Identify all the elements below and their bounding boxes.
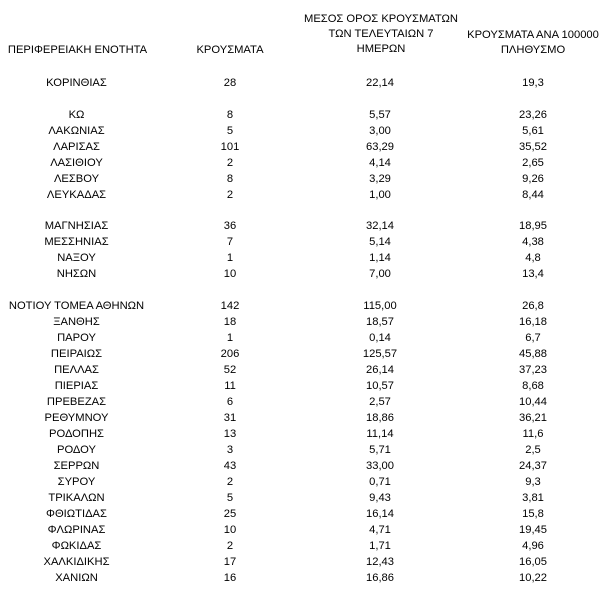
table-row [0,394,610,410]
region-name-cell: ΜΕΣΣΗΝΙΑΣ [44,236,109,248]
region-name-cell: ΣΕΡΡΩΝ [53,460,100,472]
table-row [0,458,610,474]
region-name-cell: ΦΩΚΙΔΑΣ [51,540,102,552]
cases-cell: 13 [223,428,237,440]
per100k-cell: 10,22 [519,572,547,584]
avg7-cell: 22,14 [366,77,394,89]
region-name-cell: ΝΟΤΙΟΥ ΤΟΜΕΑ ΑΘΗΝΩΝ [8,300,145,312]
table-row [0,554,610,570]
cases-cell: 16 [223,572,237,584]
cases-cell: 7 [226,236,234,248]
region-name-cell: ΛΑΣΙΘΙΟΥ [50,157,103,169]
avg7-cell: 9,43 [369,492,391,504]
per100k-cell: 2,5 [525,444,541,456]
table-row [0,107,610,123]
cases-cell: 6 [226,396,234,408]
per100k-cell: 4,38 [522,236,544,248]
table-row [0,378,610,394]
per100k-cell: 15,8 [522,508,544,520]
table-row [0,234,610,250]
cases-cell: 10 [223,524,237,536]
avg7-cell: 11,14 [366,428,394,440]
region-name-cell: ΡΟΔΟΥ [57,444,96,456]
table-row [0,187,610,203]
table-row [0,362,610,378]
cases-cell: 36 [223,220,237,232]
avg7-cell: 0,14 [369,332,391,344]
cases-cell: 2 [226,540,234,552]
region-name-cell: ΛΕΥΚΑΔΑΣ [46,189,107,201]
avg7-cell: 0,71 [369,476,391,488]
per100k-cell: 19,45 [519,524,547,536]
cases-cell: 1 [226,252,234,264]
per100k-cell: 16,05 [519,556,547,568]
table-row [0,538,610,554]
cases-cell: 3 [226,444,234,456]
header-avg7-line: ΜΕΣΟΣ ΟΡΟΣ ΚΡΟΥΣΜΑΤΩΝ [304,13,458,25]
region-name-cell: ΞΑΝΘΗΣ [53,316,100,328]
avg7-cell: 4,71 [369,524,391,536]
per100k-cell: 8,44 [522,189,544,201]
table-row [0,346,610,362]
avg7-cell: 12,43 [366,556,394,568]
region-name-cell: ΝΗΣΩΝ [56,268,97,280]
table-row [0,123,610,139]
avg7-cell: 3,29 [369,173,391,185]
region-name-cell: ΝΑΞΟΥ [57,252,96,264]
table-row [0,522,610,538]
per100k-cell: 45,88 [519,348,547,360]
cases-cell: 5 [226,492,234,504]
region-name-cell: ΠΕΛΛΑΣ [54,364,99,376]
cases-cell: 2 [226,157,234,169]
region-name-cell: ΤΡΙΚΑΛΩΝ [48,492,105,504]
region-name-cell: ΧΑΝΙΩΝ [55,572,98,584]
per100k-cell: 19,3 [522,77,544,89]
region-name-cell: ΛΕΣΒΟΥ [53,173,100,185]
region-name-cell: ΠΑΡΟΥ [57,332,96,344]
per100k-cell: 8,68 [522,380,544,392]
region-name-cell: ΦΘΙΩΤΙΔΑΣ [46,508,107,520]
avg7-cell: 18,57 [366,316,394,328]
region-name-cell: ΠΙΕΡΙΑΣ [54,380,99,392]
region-name-cell: ΠΕΙΡΑΙΩΣ [50,348,103,360]
header-per100k-line: ΚΡΟΥΣΜΑΤΑ ΑΝΑ 100000 [467,29,599,41]
per100k-cell: 10,44 [519,396,547,408]
per100k-cell: 18,95 [519,220,547,232]
avg7-cell: 18,86 [366,412,394,424]
per100k-cell: 11,6 [522,428,544,440]
per100k-cell: 35,52 [519,141,547,153]
per100k-cell: 36,21 [519,412,547,424]
cases-cell: 31 [223,412,237,424]
avg7-cell: 115,00 [363,300,397,312]
region-name-cell: ΡΕΘΥΜΝΟΥ [44,412,109,424]
per100k-cell: 4,8 [525,252,541,264]
header-cases: ΚΡΟΥΣΜΑΤΑ [196,44,264,56]
cases-cell: 17 [223,556,237,568]
avg7-cell: 2,57 [369,396,391,408]
header-per100k-line: ΠΛΗΘΥΣΜΟ [500,44,566,56]
header-per100k [458,28,608,58]
per100k-cell: 37,23 [519,364,547,376]
table-row [0,474,610,490]
avg7-cell: 26,14 [366,364,394,376]
per100k-cell: 24,37 [519,460,547,472]
table-row [0,314,610,330]
cases-cell: 206 [220,348,240,360]
avg7-cell: 16,86 [366,572,394,584]
per100k-cell: 23,26 [519,109,547,121]
cases-cell: 28 [223,77,237,89]
table-row [0,490,610,506]
per100k-cell: 9,26 [522,173,544,185]
table-row [0,298,610,314]
avg7-cell: 1,14 [369,252,391,264]
header-region: ΠΕΡΙΦΕΡΕΙΑΚΗ ΕΝΟΤΗΤΑ [7,44,148,56]
table-row [0,250,610,266]
region-name-cell: ΦΛΩΡΙΝΑΣ [47,524,106,536]
avg7-cell: 5,57 [369,109,391,121]
avg7-cell: 33,00 [366,460,394,472]
table-row [0,155,610,171]
cases-cell: 8 [226,109,234,121]
avg7-cell: 125,57 [362,348,398,360]
header-avg7-line: ΗΜΕΡΩΝ [356,43,406,55]
avg7-cell: 7,00 [369,268,391,280]
avg7-cell: 4,14 [369,157,391,169]
cases-cell: 2 [226,189,234,201]
table-row [0,410,610,426]
cases-cell: 52 [223,364,237,376]
region-name-cell: ΣΥΡΟΥ [57,476,96,488]
region-name-cell: ΡΟΔΟΠΗΣ [49,428,104,440]
table-row [0,506,610,522]
table-row [0,426,610,442]
per100k-cell: 26,8 [522,300,544,312]
cases-cell: 11 [224,380,236,392]
per100k-cell: 6,7 [525,332,541,344]
cases-cell: 1 [226,332,234,344]
table-row [0,171,610,187]
avg7-cell: 63,29 [366,141,394,153]
region-name-cell: ΛΑΚΩΝΙΑΣ [48,125,105,137]
region-name-cell: ΜΑΓΝΗΣΙΑΣ [44,220,109,232]
table-row [0,139,610,155]
per100k-cell: 5,61 [522,125,544,137]
region-name-cell: ΠΡΕΒΕΖΑΣ [46,396,107,408]
per100k-cell: 2,65 [522,157,544,169]
region-name-cell: ΚΟΡΙΝΘΙΑΣ [46,77,107,89]
cases-cell: 43 [223,460,237,472]
region-name-cell: ΚΩ [68,109,85,121]
table-row [0,330,610,346]
region-name-cell: ΛΑΡΙΣΑΣ [53,141,100,153]
table-row [0,570,610,586]
cases-cell: 18 [223,316,237,328]
table-row [0,442,610,458]
per100k-cell: 4,96 [522,540,544,552]
cases-cell: 10 [223,268,237,280]
per100k-cell: 3,81 [522,492,544,504]
table-row [0,266,610,282]
per100k-cell: 13,4 [522,268,544,280]
avg7-cell: 32,14 [366,220,394,232]
header-avg7 [300,12,462,57]
avg7-cell: 5,71 [369,444,391,456]
per100k-cell: 16,18 [519,316,547,328]
cases-cell: 8 [226,173,234,185]
avg7-cell: 16,14 [366,508,394,520]
header-avg7-line: ΤΩΝ ΤΕΛΕΥΤΑΙΩΝ 7 [328,28,434,40]
avg7-cell: 10,57 [366,380,394,392]
cases-cell: 5 [226,125,234,137]
cases-cell: 25 [223,508,237,520]
per100k-cell: 9,3 [525,476,541,488]
region-name-cell: ΧΑΛΚΙΔΙΚΗΣ [43,556,110,568]
avg7-cell: 1,71 [369,540,391,552]
avg7-cell: 1,00 [369,189,391,201]
table-row [0,218,610,234]
avg7-cell: 3,00 [369,125,391,137]
cases-cell: 101 [220,141,240,153]
avg7-cell: 5,14 [369,236,391,248]
table-row [0,75,610,91]
cases-cell: 2 [226,476,234,488]
cases-cell: 142 [220,300,240,312]
